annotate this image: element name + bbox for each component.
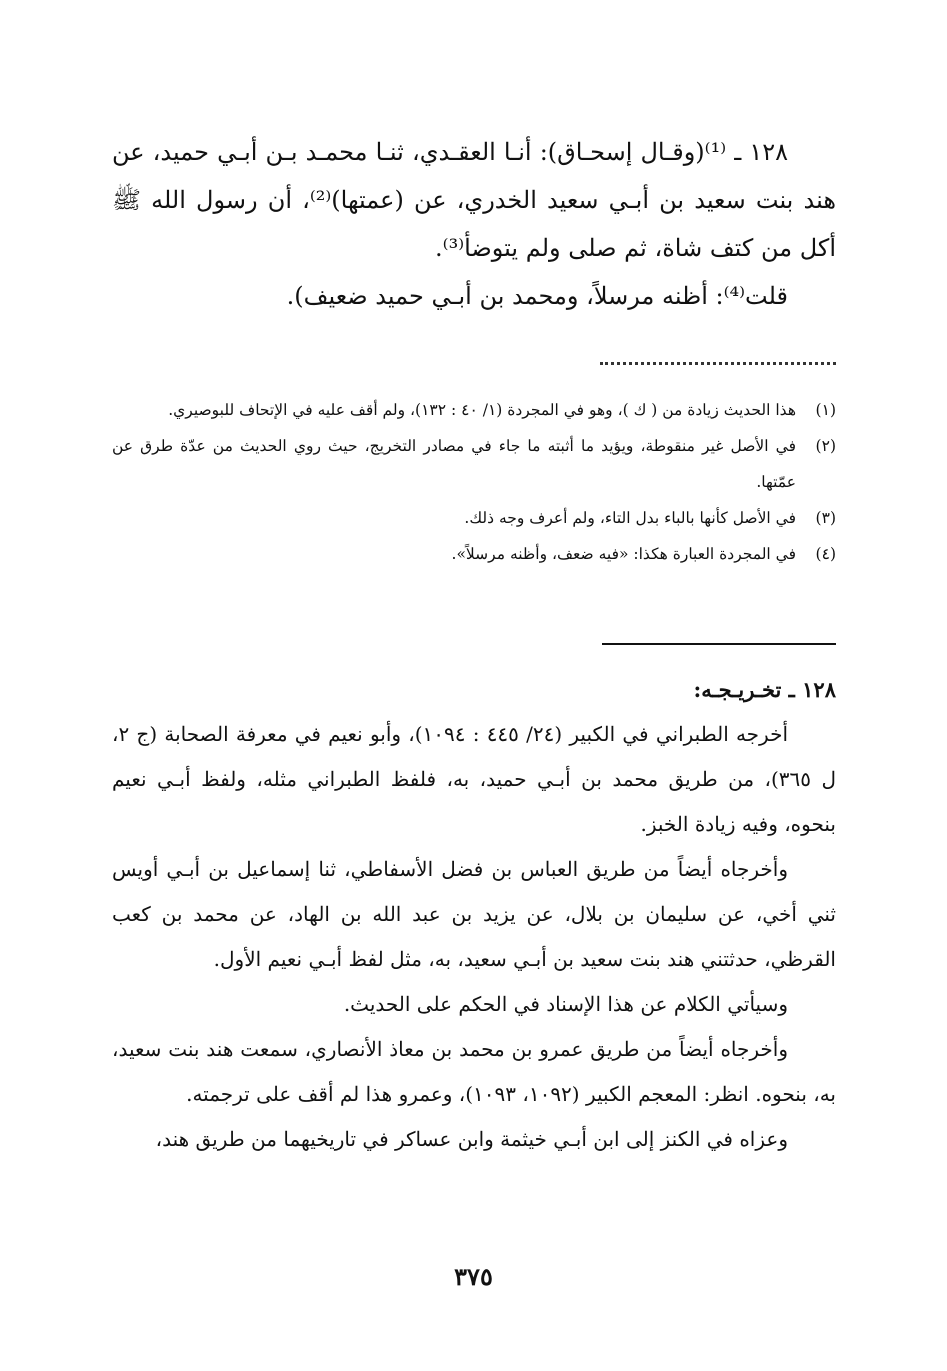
footnote-item — [112, 500, 836, 536]
takhrij-paragraph: وعزاه في الكنز إلى ابن أبـي خيثمة وابن عساكر في تاريخيهما من طريق هند، — [155, 1127, 788, 1151]
page-number: ٣٧٥ — [454, 1262, 493, 1291]
takhrij-paragraph: وأخرجاه أيضاً من طريق العباس بن فضل الأسفاطي، ثنا إسماعيل بن أبـي أويس ثني أخي، عن سليمان بن بلال، عن يزيد بن عبد الله بن الهاد، عن محمد بن كعب القرظي، حدثتني هند بنت سعيد بن أبـي سعيد، به، مثل لفظ أبـي نعيم الأول. — [112, 857, 836, 971]
footnote-item — [112, 428, 836, 500]
footnote-number: (٢) — [815, 437, 836, 455]
takhrij-paragraph: وأخرجاه أيضاً من طريق عمرو بن محمد بن معاذ الأنصاري، سمعت هند بنت سعيد، به، بنحوه. انظر: المعجم الكبير (١٠٩٢، ١٠٩٣)، وعمرو هذا لم أقف على ترجمته. — [112, 1037, 836, 1106]
takhrij-paragraph: وسيأتي الكلام عن هذا الإسناد في الحكم على الحديث. — [343, 992, 788, 1016]
section-divider — [602, 643, 836, 645]
hadith-text-block — [112, 128, 836, 320]
footnotes-list — [112, 392, 836, 572]
footnote-number: (٣) — [815, 509, 836, 527]
footnote-text: في الأصل غير منقوطة، ويؤيد ما أثبته ما جاء في مصادر التخريج، حيث روي الحديث من عدّة طرق عن عمّتها. — [112, 437, 796, 491]
footnote-text: في الأصل كأنها بالباء بدل التاء، ولم أعرف وجه ذلك. — [464, 509, 796, 527]
footnote-text: في المجردة العبارة هكذا: «فيه ضعف، وأظنه مرسلاً». — [451, 545, 796, 563]
takhrij-section — [112, 667, 836, 1162]
footnote-item — [112, 536, 836, 572]
footnote-separator-dotted — [600, 362, 836, 365]
footnote-text: هذا الحديث زيادة من ( ك )، وهو في المجردة (١/ ٤٠ : ١٣٢)، ولم أقف عليه في الإتحاف للبوصيري. — [168, 401, 796, 419]
qult-paragraph: قلت⁽⁴⁾: أظنه مرسلاً، ومحمد بن أبـي حميد ضعيف). — [286, 282, 788, 310]
footnote-number: (١) — [815, 401, 836, 419]
footnote-item — [112, 392, 836, 428]
hadith-paragraph: ١٢٨ ـ ⁽¹⁾(وقـال إسحـاق): أنـا العقـدي، ثنـا محمـد بـن أبـي حميد، عن هند بنت سعيد بن أبـي سعيد الخدري، عن (عمتها)⁽²⁾، أن رسول الله ﷺ أكل من كتف شاة، ثم صلى ولم يتوضأ⁽³⁾. — [112, 138, 836, 262]
footnote-number: (٤) — [815, 545, 836, 563]
takhrij-paragraph: أخرجه الطبراني في الكبير (٢٤/ ٤٤٥ : ١٠٩٤)، وأبو نعيم في معرفة الصحابة (ج ٢، ل ٣٦٥)، من طريق محمد بن أبـي حميد، به، فلفظ الطبراني مثله، ولفظ أبـي نعيم بنحوه، وفيه زيادة الخبز. — [112, 722, 836, 836]
takhrij-heading: ١٢٨ ـ تخـريـجـه: — [693, 677, 836, 702]
